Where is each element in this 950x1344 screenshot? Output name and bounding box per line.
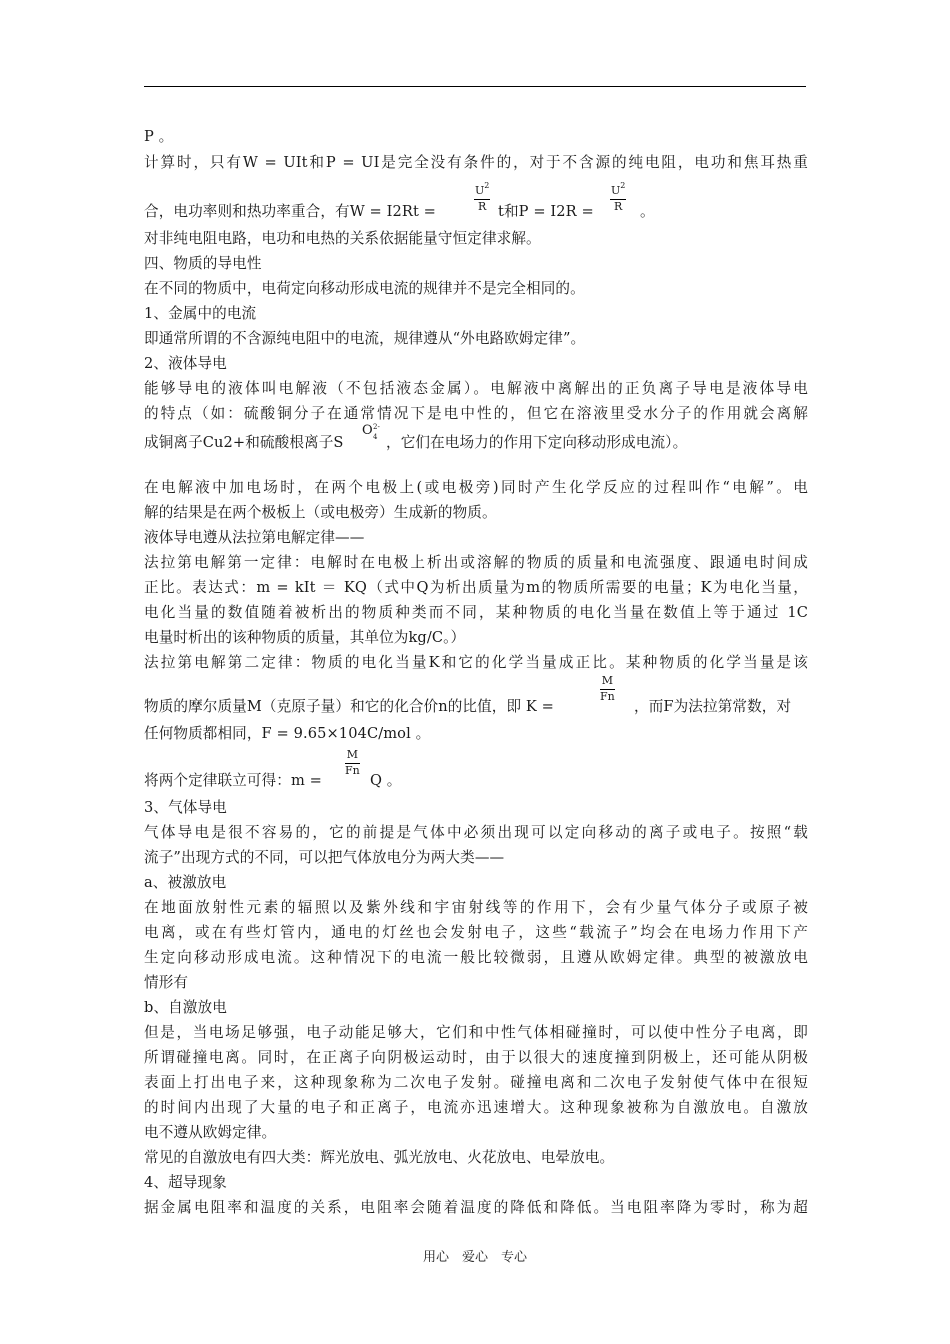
text-fragment: t和P = I2R = (498, 203, 594, 220)
text-line: 正比。表达式：m = kIt ＝ KQ（式中Q为析出质量为m的物质所需要的电量；K为电化当量， (144, 579, 808, 596)
subsection-heading: 4、超导现象 (144, 1174, 227, 1191)
numerator: M (601, 674, 613, 687)
text-line: 法拉第电解第一定律：电解时在电极上析出或溶解的物质的质量和电流强度、跟通电时间成 (144, 554, 808, 571)
text-line: 即通常所谓的不含源纯电阻中的电流，规律遵从“外电路欧姆定律”。 (144, 330, 586, 347)
text-line: 在不同的物质中，电荷定向移动形成电流的规律并不是完全相同的。 (144, 280, 585, 297)
text-line: 据金属电阻率和温度的关系，电阻率会随着温度的降低和降低。当电阻率降为零时，称为超 (144, 1199, 808, 1216)
ion-subscript: 4 (373, 433, 378, 441)
denominator: R (614, 200, 623, 213)
text-line: 解的结果是在两个极板上（或电极旁）生成新的物质。 (144, 504, 497, 521)
subsection-heading: 3、气体导电 (144, 799, 227, 816)
text-line: 气体导电是很不容易的，它的前提是气体中必须出现可以定向移动的离子或电子。按照“载 (144, 824, 808, 841)
numerator: $U^2$ (475, 181, 490, 197)
text-line: 生定向移动形成电流。这种情况下的电流一般比较微弱，且遵从欧姆定律。典型的被激放电 (144, 949, 808, 966)
text-fragment: 将两个定律联立可得：m = (144, 772, 322, 789)
text-line: P 。 (144, 128, 174, 145)
section-heading: 四、物质的导电性 (144, 255, 262, 272)
denominator: R (478, 200, 487, 213)
text-line: 的特点（如：硫酸铜分子在通常情况下是电中性的，但它在溶液里受水分子的作用就会离解 (144, 405, 808, 422)
sulfate-ion-formula (362, 423, 380, 441)
text-fragment: 成铜离子Cu2+和硫酸根离子S (144, 434, 344, 451)
fraction-u2-over-r (474, 180, 490, 213)
text-fragment: 合，电功率则和热功率重合，有W = I2Rt = (144, 203, 436, 220)
text-line: 表面上打出电子来，这种现象称为二次电子发射。碰撞电离和二次电子发射使气体中在很短 (144, 1074, 808, 1091)
denominator: Fn (600, 690, 615, 703)
subsection-heading: a、被激放电 (144, 874, 227, 891)
text-line: 电化当量的数值随着被析出的物质种类而不同，某种物质的电化当量在数值上等于通过 1C (144, 604, 808, 621)
numerator: $U^2$ (611, 181, 626, 197)
text-line: 液体导电遵从法拉第电解定律—— (144, 529, 365, 546)
page-footer: 用心 爱心 专心 (422, 1250, 527, 1265)
text-fragment: ，它们在电场力的作用下定向移动形成电流）。 (386, 434, 688, 451)
text-line: 电离，或在有些灯管内，通电的灯丝也会发射电子，这些“载流子”均会在电场力作用下产 (144, 924, 808, 941)
text-line: 电不遵从欧姆定律。 (144, 1124, 277, 1141)
text-line: 流子”出现方式的不同，可以把气体放电分为两大类—— (144, 849, 505, 866)
text-fragment: Q 。 (370, 772, 402, 789)
text-fragment: 物质的摩尔质量M（克原子量）和它的化合价n的比值，即 K = (144, 698, 555, 715)
ion-symbol: O (362, 423, 373, 438)
numerator: M (346, 748, 358, 761)
text-fragment: ，而F为法拉第常数，对 (634, 698, 792, 715)
text-line: 对非纯电阻电路，电功和电热的关系依据能量守恒定律求解。 (144, 230, 541, 247)
subsection-heading: 2、液体导电 (144, 355, 227, 372)
text-fragment: 。 (640, 203, 655, 220)
text-line: 计算时，只有W = UIt和P = UI是完全没有条件的，对于不含源的纯电阻，电功和焦耳热重 (144, 154, 808, 171)
subsection-heading: 1、金属中的电流 (144, 305, 257, 322)
text-line: 的时间内出现了大量的电子和正离子，电流亦迅速增大。这种现象被称为自激放电。自激放 (144, 1099, 808, 1116)
fraction-m-over-fn (600, 675, 615, 703)
text-line: 常见的自激放电有四大类：辉光放电、弧光放电、火花放电、电晕放电。 (144, 1149, 615, 1166)
text-line: 法拉第电解第二定律：物质的电化当量K和它的化学当量成正比。某种物质的化学当量是该 (144, 654, 808, 671)
text-line: 但是，当电场足够强，电子动能足够大，它们和中性气体相碰撞时，可以使中性分子电离，即 (144, 1024, 808, 1041)
text-line: 在电解液中加电场时，在两个电极上(或电极旁)同时产生化学反应的过程叫作“电解”。电 (144, 479, 808, 496)
header-rule (144, 86, 806, 87)
text-line: 电量时析出的该种物质的质量，其单位为kg/C。） (144, 629, 466, 646)
text-line: 情形有 (144, 974, 189, 991)
denominator: Fn (345, 764, 360, 777)
fraction-u2-over-r (610, 180, 626, 213)
ion-charge: 2- (373, 423, 380, 431)
subsection-heading: b、自激放电 (144, 999, 227, 1016)
fraction-m-over-fn (345, 749, 360, 777)
text-line: 任何物质都相同，F = 9.65×104C/mol 。 (144, 725, 431, 742)
text-line: 在地面放射性元素的辐照以及紫外线和宇宙射线等的作用下，会有少量气体分子或原子被 (144, 899, 808, 916)
text-line: 能够导电的液体叫电解液（不包括液态金属）。电解液中离解出的正负离子导电是液体导电 (144, 380, 808, 397)
text-line: 所谓碰撞电离。同时，在正离子向阴极运动时，由于以很大的速度撞到阴极上，还可能从阴极 (144, 1049, 808, 1066)
